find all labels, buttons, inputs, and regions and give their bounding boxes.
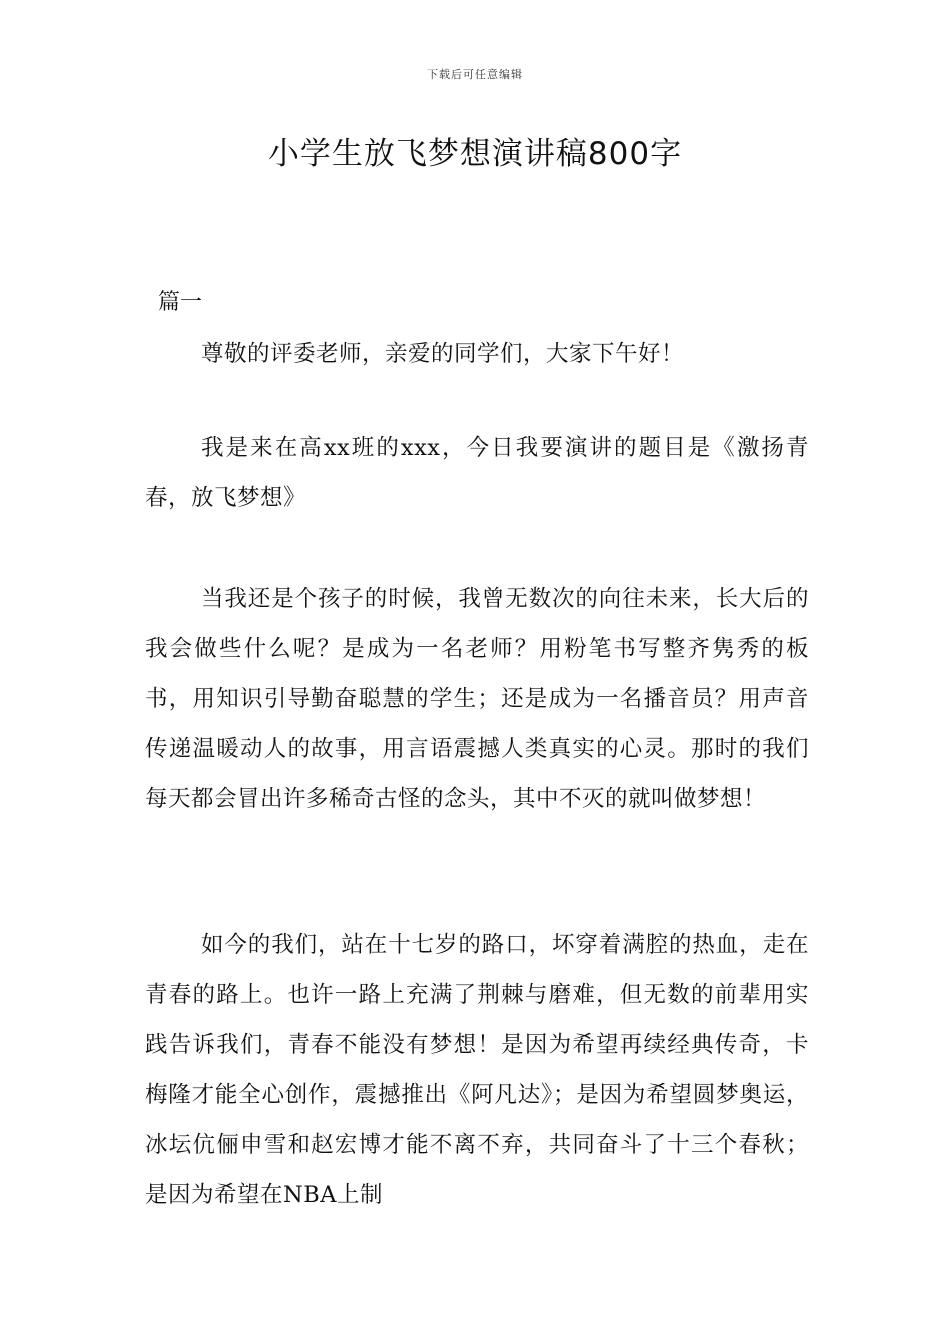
section-label: 篇一 — [158, 290, 203, 315]
document-title: 小学生放飞梦想演讲稿800字 — [267, 136, 683, 172]
paragraph-introduction: 我是来在高xx班的xxx，今日我要演讲的题目是《激扬青春，放飞梦想》 — [145, 435, 809, 511]
paragraph-youth-dreams: 如今的我们，站在十七岁的路口，坏穿着满腔的热血，走在青春的路上。也许一路上充满了荆棘与磨难，但无数的前辈用实践告诉我们，青春不能没有梦想！是因为希望再续经典传奇，卡梅隆才能全心创作，震撼推出《阿凡达》；是因为希望圆梦奥运，冰坛伉俪申雪和赵宏博才能不离不弃，共同奋斗了十三个春秋；是因为希望在NBA上制 — [145, 932, 809, 1208]
header-note: 下载后可任意编辑 — [427, 68, 523, 81]
paragraph-childhood-dreams: 当我还是个孩子的时候，我曾无数次的向往未来，长大后的我会做些什么呢？是成为一名老师？用粉笔书写整齐隽秀的板书，用知识引导勤奋聪慧的学生；还是成为一名播音员？用声音传递温暖动人的故事，用言语震撼人类真实的心灵。那时的我们每天都会冒出许多稀奇古怪的念头，其中不灭的就叫做梦想！ — [145, 586, 809, 812]
paragraph-greeting: 尊敬的评委老师，亲爱的同学们，大家下午好！ — [201, 341, 685, 367]
